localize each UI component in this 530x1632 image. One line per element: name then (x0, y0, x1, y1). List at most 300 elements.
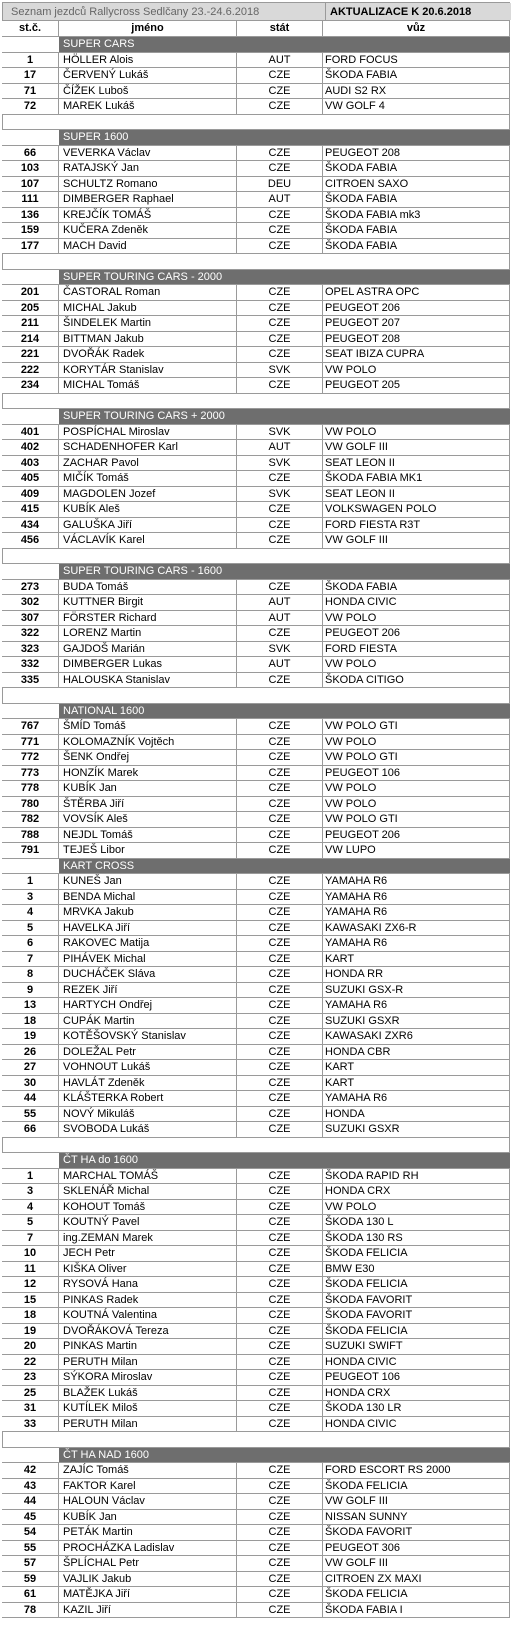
start-number: 5 (2, 921, 59, 936)
driver-name: BENDA Michal (59, 890, 237, 905)
car-model: PEUGEOT 106 (323, 1370, 510, 1385)
country-code: CZE (237, 967, 323, 982)
car-model: PEUGEOT 205 (323, 378, 510, 393)
car-model: KART (323, 1060, 510, 1075)
car-model: PEUGEOT 207 (323, 316, 510, 331)
start-number: 13 (2, 998, 59, 1013)
start-number: 15 (2, 1293, 59, 1308)
start-number: 72 (2, 99, 59, 114)
table-row (2, 735, 510, 751)
table-row (2, 1324, 510, 1340)
car-model: VW POLO (323, 611, 510, 626)
table-row (2, 812, 510, 828)
entry-list-sheet (2, 2, 510, 1618)
table-row (2, 1277, 510, 1293)
table-row (2, 1091, 510, 1107)
country-code: CZE (237, 673, 323, 688)
car-model: ŠKODA FABIA MK1 (323, 471, 510, 486)
country-code: CZE (237, 766, 323, 781)
country-code: CZE (237, 735, 323, 750)
car-model: SUZUKI GSXR (323, 1014, 510, 1029)
country-code: CZE (237, 285, 323, 300)
car-model: PEUGEOT 206 (323, 301, 510, 316)
category-header-row (2, 409, 510, 425)
table-row (2, 1401, 510, 1417)
car-model: ŠKODA FELICIA (323, 1479, 510, 1494)
driver-name: FÖRSTER Richard (59, 611, 237, 626)
start-number: 221 (2, 347, 59, 362)
driver-name: MACH David (59, 239, 237, 254)
country-code: CZE (237, 874, 323, 889)
driver-name: BLAŽEK Lukáš (59, 1386, 237, 1401)
car-model: FORD FIESTA (323, 642, 510, 657)
table-row (2, 146, 510, 162)
start-number: 17 (2, 68, 59, 83)
driver-name: SKLENÁŘ Michal (59, 1184, 237, 1199)
car-model: VW GOLF III (323, 1494, 510, 1509)
country-code: CZE (237, 1417, 323, 1432)
country-code: CZE (237, 1029, 323, 1044)
start-number: 78 (2, 1603, 59, 1618)
country-code: CZE (237, 301, 323, 316)
car-model: VW LUPO (323, 843, 510, 858)
table-row (2, 332, 510, 348)
table-row (2, 936, 510, 952)
country-code: CZE (237, 1510, 323, 1525)
country-code: CZE (237, 502, 323, 517)
driver-name: KLÁŠTERKA Robert (59, 1091, 237, 1106)
start-number: 1 (2, 874, 59, 889)
driver-name: NEJDL Tomáš (59, 828, 237, 843)
car-model: ŠKODA 130 RS (323, 1231, 510, 1246)
start-number: 22 (2, 1355, 59, 1370)
country-code: CZE (237, 99, 323, 114)
driver-name: JECH Petr (59, 1246, 237, 1261)
table-row (2, 99, 510, 115)
country-code: CZE (237, 1293, 323, 1308)
start-number: 7 (2, 952, 59, 967)
table-row (2, 1014, 510, 1030)
car-model: YAMAHA R6 (323, 874, 510, 889)
driver-name: HALOUN Václav (59, 1494, 237, 1509)
table-row (2, 316, 510, 332)
category-header-row (2, 704, 510, 720)
table-row (2, 53, 510, 69)
table-row (2, 1262, 510, 1278)
country-code: CZE (237, 1541, 323, 1556)
start-number: 1 (2, 1169, 59, 1184)
start-number: 4 (2, 1200, 59, 1215)
start-number: 18 (2, 1308, 59, 1323)
start-number: 778 (2, 781, 59, 796)
table-row (2, 1339, 510, 1355)
table-row (2, 580, 510, 596)
start-number: 456 (2, 533, 59, 548)
category-title: SUPER CARS (59, 37, 510, 52)
country-code: CZE (237, 983, 323, 998)
start-number: 54 (2, 1525, 59, 1540)
driver-name: ČERVENÝ Lukáš (59, 68, 237, 83)
driver-name: KUTTNER Birgit (59, 595, 237, 610)
spacer-row (2, 115, 510, 131)
car-model: ŠKODA FABIA (323, 68, 510, 83)
country-code: SVK (237, 456, 323, 471)
table-row (2, 1246, 510, 1262)
car-model: HONDA (323, 1107, 510, 1122)
start-number: 322 (2, 626, 59, 641)
header-car: vůz (323, 21, 510, 36)
country-code: AUT (237, 53, 323, 68)
car-model: PEUGEOT 206 (323, 828, 510, 843)
country-code: CZE (237, 843, 323, 858)
start-number: 18 (2, 1014, 59, 1029)
country-code: CZE (237, 890, 323, 905)
car-model: NISSAN SUNNY (323, 1510, 510, 1525)
start-number: 30 (2, 1076, 59, 1091)
start-number: 415 (2, 502, 59, 517)
page-title: Seznam jezdců Rallycross Sedlčany 23.-24.6.2018 (3, 3, 325, 20)
start-number: 66 (2, 146, 59, 161)
country-code: CZE (237, 533, 323, 548)
country-code: AUT (237, 192, 323, 207)
start-number: 26 (2, 1045, 59, 1060)
driver-name: KUČERA Zdeněk (59, 223, 237, 238)
table-row (2, 890, 510, 906)
update-date-label: AKTUALIZACE K 20.6.2018 (325, 3, 511, 20)
country-code: CZE (237, 68, 323, 83)
car-model: KART (323, 1076, 510, 1091)
table-row (2, 1076, 510, 1092)
country-code: CZE (237, 1246, 323, 1261)
car-model: CITROEN ZX MAXI (323, 1572, 510, 1587)
car-model: HONDA CRX (323, 1184, 510, 1199)
country-code: AUT (237, 595, 323, 610)
car-model: HONDA CIVIC (323, 595, 510, 610)
driver-name: VÁCLAVÍK Karel (59, 533, 237, 548)
country-code: CZE (237, 797, 323, 812)
car-model: PEUGEOT 206 (323, 626, 510, 641)
header-number: st.č. (2, 21, 59, 36)
driver-name: BUDA Tomáš (59, 580, 237, 595)
car-model: PEUGEOT 106 (323, 766, 510, 781)
start-number: 111 (2, 192, 59, 207)
car-model: CITROEN SAXO (323, 177, 510, 192)
country-code: CZE (237, 905, 323, 920)
header-state: stát (237, 21, 323, 36)
driver-name: DVOŘÁK Radek (59, 347, 237, 362)
driver-name: HAVLÁT Zdeněk (59, 1076, 237, 1091)
table-row (2, 1215, 510, 1231)
start-number: 782 (2, 812, 59, 827)
table-row (2, 533, 510, 549)
category-title: SUPER TOURING CARS - 1600 (59, 564, 510, 579)
country-code: CZE (237, 223, 323, 238)
category-title: NATIONAL 1600 (59, 704, 510, 719)
start-number: 55 (2, 1541, 59, 1556)
country-code: CZE (237, 1386, 323, 1401)
country-code: CZE (237, 518, 323, 533)
table-row (2, 518, 510, 534)
driver-name: KORYTÁR Stanislav (59, 363, 237, 378)
country-code: CZE (237, 1277, 323, 1292)
table-row (2, 1386, 510, 1402)
car-model: ŠKODA FAVORIT (323, 1308, 510, 1323)
country-code: SVK (237, 363, 323, 378)
driver-name: HAVELKA Jiří (59, 921, 237, 936)
driver-name: PERUTH Milan (59, 1355, 237, 1370)
table-row (2, 1308, 510, 1324)
car-model: YAMAHA R6 (323, 1091, 510, 1106)
country-code: CZE (237, 316, 323, 331)
start-number: 409 (2, 487, 59, 502)
start-number: 401 (2, 425, 59, 440)
car-model: YAMAHA R6 (323, 905, 510, 920)
category-number-cell (2, 704, 59, 719)
car-model: VW POLO GTI (323, 750, 510, 765)
start-number: 25 (2, 1386, 59, 1401)
country-code: CZE (237, 1572, 323, 1587)
country-code: CZE (237, 208, 323, 223)
driver-name: KUNEŠ Jan (59, 874, 237, 889)
start-number: 767 (2, 719, 59, 734)
driver-name: ČASTORAL Roman (59, 285, 237, 300)
country-code: CZE (237, 471, 323, 486)
category-number-cell (2, 130, 59, 145)
start-number: 136 (2, 208, 59, 223)
country-code: DEU (237, 177, 323, 192)
country-code: CZE (237, 161, 323, 176)
start-number: 273 (2, 580, 59, 595)
country-code: CZE (237, 347, 323, 362)
driver-name: SVOBODA Lukáš (59, 1122, 237, 1137)
spacer-row (2, 254, 510, 270)
table-row (2, 1107, 510, 1123)
driver-name: PETÁK Martin (59, 1525, 237, 1540)
driver-name: MIČÍK Tomáš (59, 471, 237, 486)
car-model: HONDA CRX (323, 1386, 510, 1401)
category-number-cell (2, 1153, 59, 1168)
table-row (2, 285, 510, 301)
country-code: CZE (237, 1479, 323, 1494)
driver-name: MATĚJKA Jiří (59, 1587, 237, 1602)
country-code: CZE (237, 828, 323, 843)
start-number: 66 (2, 1122, 59, 1137)
country-code: CZE (237, 1370, 323, 1385)
start-number: 45 (2, 1510, 59, 1525)
start-number: 3 (2, 890, 59, 905)
table-row (2, 797, 510, 813)
table-row (2, 487, 510, 503)
driver-name: ing.ZEMAN Marek (59, 1231, 237, 1246)
start-number: 61 (2, 1587, 59, 1602)
table-row (2, 177, 510, 193)
start-number: 791 (2, 843, 59, 858)
driver-name: PIHÁVEK Michal (59, 952, 237, 967)
start-number: 9 (2, 983, 59, 998)
table-row (2, 502, 510, 518)
country-code: CZE (237, 1122, 323, 1137)
car-model: HONDA CIVIC (323, 1417, 510, 1432)
country-code: CZE (237, 1107, 323, 1122)
table-row (2, 1463, 510, 1479)
car-model: OPEL ASTRA OPC (323, 285, 510, 300)
car-model: SEAT LEON II (323, 487, 510, 502)
driver-name: TEJEŠ Libor (59, 843, 237, 858)
driver-name: KUBÍK Jan (59, 781, 237, 796)
table-row (2, 673, 510, 689)
car-model: VW POLO (323, 657, 510, 672)
start-number: 6 (2, 936, 59, 951)
start-number: 772 (2, 750, 59, 765)
driver-name: MICHAL Jakub (59, 301, 237, 316)
column-header-row (2, 21, 510, 37)
driver-name: ČÍŽEK Luboš (59, 84, 237, 99)
car-model: SUZUKI SWIFT (323, 1339, 510, 1354)
start-number: 57 (2, 1556, 59, 1571)
table-row (2, 425, 510, 441)
start-number: 33 (2, 1417, 59, 1432)
driver-name: KOUTNÝ Pavel (59, 1215, 237, 1230)
driver-name: DOLEŽAL Petr (59, 1045, 237, 1060)
car-model: ŠKODA FABIA (323, 161, 510, 176)
table-row (2, 1556, 510, 1572)
start-number: 55 (2, 1107, 59, 1122)
country-code: CZE (237, 921, 323, 936)
car-model: VW POLO (323, 363, 510, 378)
car-model: HONDA CBR (323, 1045, 510, 1060)
start-number: 5 (2, 1215, 59, 1230)
car-model: ŠKODA FABIA (323, 580, 510, 595)
start-number: 302 (2, 595, 59, 610)
table-row (2, 750, 510, 766)
car-model: KAWASAKI ZXR6 (323, 1029, 510, 1044)
car-model: PEUGEOT 208 (323, 332, 510, 347)
car-model: VOLKSWAGEN POLO (323, 502, 510, 517)
table-row (2, 1572, 510, 1588)
start-number: 107 (2, 177, 59, 192)
car-model: SEAT LEON II (323, 456, 510, 471)
table-row (2, 766, 510, 782)
car-model: ŠKODA FABIA (323, 239, 510, 254)
start-number: 3 (2, 1184, 59, 1199)
driver-name: PINKAS Radek (59, 1293, 237, 1308)
car-model: ŠKODA 130 LR (323, 1401, 510, 1416)
country-code: AUT (237, 611, 323, 626)
start-number: 1 (2, 53, 59, 68)
country-code: CZE (237, 1339, 323, 1354)
table-row (2, 921, 510, 937)
category-title: SUPER TOURING CARS + 2000 (59, 409, 510, 424)
driver-name: DIMBERGER Raphael (59, 192, 237, 207)
title-row (2, 2, 510, 21)
country-code: CZE (237, 239, 323, 254)
start-number: 12 (2, 1277, 59, 1292)
driver-name: VOVSÍK Aleš (59, 812, 237, 827)
driver-name: SCHADENHOFER Karl (59, 440, 237, 455)
start-number: 332 (2, 657, 59, 672)
country-code: CZE (237, 781, 323, 796)
start-number: 19 (2, 1029, 59, 1044)
table-row (2, 1525, 510, 1541)
table-row (2, 611, 510, 627)
country-code: CZE (237, 1308, 323, 1323)
car-model: VW POLO GTI (323, 719, 510, 734)
driver-name: BITTMAN Jakub (59, 332, 237, 347)
driver-name: VOHNOUT Lukáš (59, 1060, 237, 1075)
start-number: 211 (2, 316, 59, 331)
start-number: 434 (2, 518, 59, 533)
table-row (2, 378, 510, 394)
driver-name: FAKTOR Karel (59, 1479, 237, 1494)
category-title: KART CROSS (59, 859, 510, 874)
category-title: ČT HA NAD 1600 (59, 1448, 510, 1463)
category-header-row (2, 564, 510, 580)
category-header-row (2, 1448, 510, 1464)
driver-name: CUPÁK Martin (59, 1014, 237, 1029)
country-code: CZE (237, 1525, 323, 1540)
driver-name: KOLOMAZNÍK Vojtěch (59, 735, 237, 750)
table-row (2, 363, 510, 379)
car-model: ŠKODA FABIA (323, 223, 510, 238)
category-number-cell (2, 564, 59, 579)
start-number: 8 (2, 967, 59, 982)
driver-name: HÖLLER Alois (59, 53, 237, 68)
start-number: 59 (2, 1572, 59, 1587)
table-row (2, 84, 510, 100)
car-model: ŠKODA FELICIA (323, 1277, 510, 1292)
table-row (2, 657, 510, 673)
start-number: 44 (2, 1494, 59, 1509)
country-code: SVK (237, 425, 323, 440)
driver-name: GAJDOŠ Marián (59, 642, 237, 657)
start-number: 403 (2, 456, 59, 471)
table-row (2, 1231, 510, 1247)
table-row (2, 952, 510, 968)
table-row (2, 874, 510, 890)
start-number: 771 (2, 735, 59, 750)
car-model: VW GOLF 4 (323, 99, 510, 114)
table-row (2, 983, 510, 999)
category-number-cell (2, 409, 59, 424)
table-row (2, 1479, 510, 1495)
country-code: CZE (237, 580, 323, 595)
start-number: 23 (2, 1370, 59, 1385)
country-code: CZE (237, 378, 323, 393)
car-model: VW GOLF III (323, 533, 510, 548)
header-name: jméno (59, 21, 237, 36)
country-code: SVK (237, 642, 323, 657)
table-row (2, 1494, 510, 1510)
start-number: 43 (2, 1479, 59, 1494)
category-header-row (2, 270, 510, 286)
table-row (2, 828, 510, 844)
table-row (2, 1029, 510, 1045)
driver-name: DIMBERGER Lukas (59, 657, 237, 672)
table-row (2, 1510, 510, 1526)
category-number-cell (2, 270, 59, 285)
car-model: FORD FIESTA R3T (323, 518, 510, 533)
car-model: FORD ESCORT RS 2000 (323, 1463, 510, 1478)
driver-name: KIŠKA Oliver (59, 1262, 237, 1277)
driver-name: NOVÝ Mikuláš (59, 1107, 237, 1122)
table-row (2, 1370, 510, 1386)
car-model: KAWASAKI ZX6-R (323, 921, 510, 936)
driver-name: KOTĚŠOVSKÝ Stanislav (59, 1029, 237, 1044)
table-row (2, 1587, 510, 1603)
driver-name: DUCHÁČEK Sláva (59, 967, 237, 982)
start-number: 103 (2, 161, 59, 176)
entry-rows (2, 37, 510, 1618)
